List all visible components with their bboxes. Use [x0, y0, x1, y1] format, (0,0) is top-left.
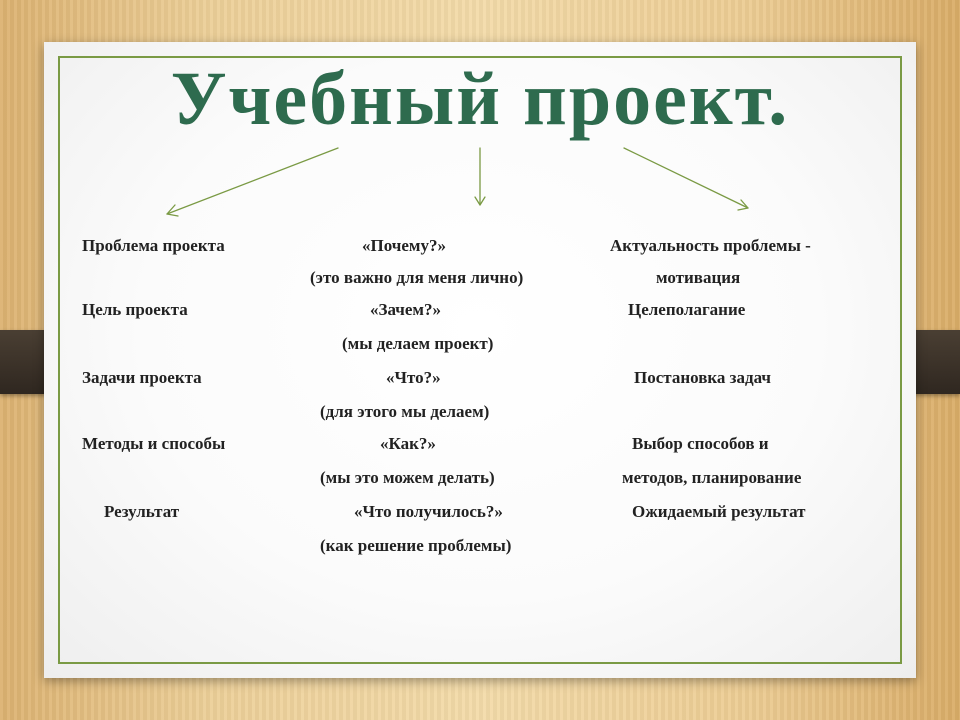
row-meaning-methods: Выбор способов и — [632, 434, 769, 453]
connector-arrows — [44, 42, 916, 678]
row-question-problem: «Почему?» — [362, 236, 446, 255]
row-label-problem: Проблема проекта — [82, 236, 225, 255]
row-label-methods: Методы и способы — [82, 434, 226, 453]
arrow-left — [167, 148, 338, 216]
row-label-result: Результат — [104, 502, 180, 521]
row-meaning-note-methods: методов, планирование — [622, 468, 802, 487]
row-question-tasks: «Что?» — [386, 368, 441, 387]
row-question-note-result: (как решение проблемы) — [320, 536, 512, 555]
row-meaning-tasks: Постановка задач — [634, 368, 772, 387]
row-meaning-problem: Актуальность проблемы - — [610, 236, 811, 255]
row-question-note-tasks: (для этого мы делаем) — [320, 402, 490, 421]
row-meaning-note-problem: мотивация — [656, 268, 741, 287]
row-question-methods: «Как?» — [380, 434, 436, 453]
row-question-note-goal: (мы делаем проект) — [342, 334, 494, 353]
row-meaning-result: Ожидаемый результат — [632, 502, 806, 521]
row-question-note-problem: (это важно для меня лично) — [310, 268, 524, 287]
row-question-note-methods: (мы это можем делать) — [320, 468, 495, 487]
slide-title: Учебный проект. — [170, 57, 790, 141]
row-label-tasks: Задачи проекта — [82, 368, 202, 387]
arrow-center — [475, 148, 485, 205]
row-question-goal: «Зачем?» — [370, 300, 442, 319]
row-label-goal: Цель проекта — [82, 300, 188, 319]
row-question-result: «Что получилось?» — [354, 502, 503, 521]
slide-paper — [44, 42, 916, 678]
arrow-right — [624, 148, 748, 210]
row-meaning-goal: Целеполагание — [628, 300, 746, 319]
